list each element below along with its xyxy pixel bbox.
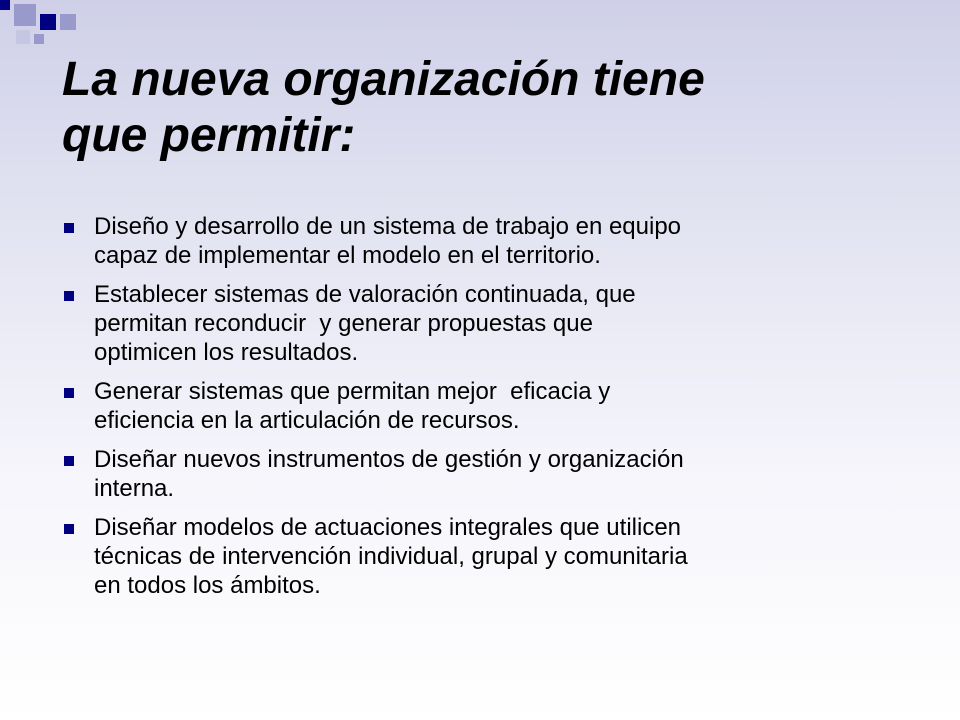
bullet-text-line: eficiencia en la articulación de recursos. <box>94 407 520 434</box>
bullet-text-line: optimicen los resultados. <box>94 339 359 366</box>
bullet-item <box>62 377 902 435</box>
corner-squares-decoration <box>0 0 80 56</box>
bullet-text-line: Diseño y desarrollo de un sistema de trabajo en equipo <box>94 213 682 240</box>
bullet-item <box>62 212 902 270</box>
bullet-text-line: en todos los ámbitos. <box>94 572 321 599</box>
bullet-text-line: capaz de implementar el modelo en el territorio. <box>94 242 601 269</box>
bullet-text-line: técnicas de intervención individual, grupal y comunitaria <box>94 543 688 570</box>
bullet-item <box>62 280 902 367</box>
bullet-item <box>62 513 902 600</box>
slide-title <box>62 52 922 164</box>
bullet-text-line: Generar sistemas que permitan mejor eficacia y <box>94 378 611 405</box>
bullet-item <box>62 445 902 503</box>
bullet-text-line: interna. <box>94 475 175 502</box>
bullet-text-line: permitan reconducir y generar propuestas que <box>94 310 593 337</box>
slide-title-line: La nueva organización tiene <box>62 53 705 106</box>
square-bullet-icon <box>64 524 74 534</box>
square-bullet-icon <box>64 456 74 466</box>
bullet-text-line: Establecer sistemas de valoración continuada, que <box>94 281 636 308</box>
slide-title-line: que permitir: <box>62 109 356 162</box>
square-bullet-icon <box>64 223 74 233</box>
square-bullet-icon <box>64 291 74 301</box>
bullet-text-line: Diseñar nuevos instrumentos de gestión y organización <box>94 446 684 473</box>
square-bullet-icon <box>64 388 74 398</box>
bullet-list <box>62 212 902 610</box>
bullet-text-line: Diseñar modelos de actuaciones integrales que utilicen <box>94 514 682 541</box>
